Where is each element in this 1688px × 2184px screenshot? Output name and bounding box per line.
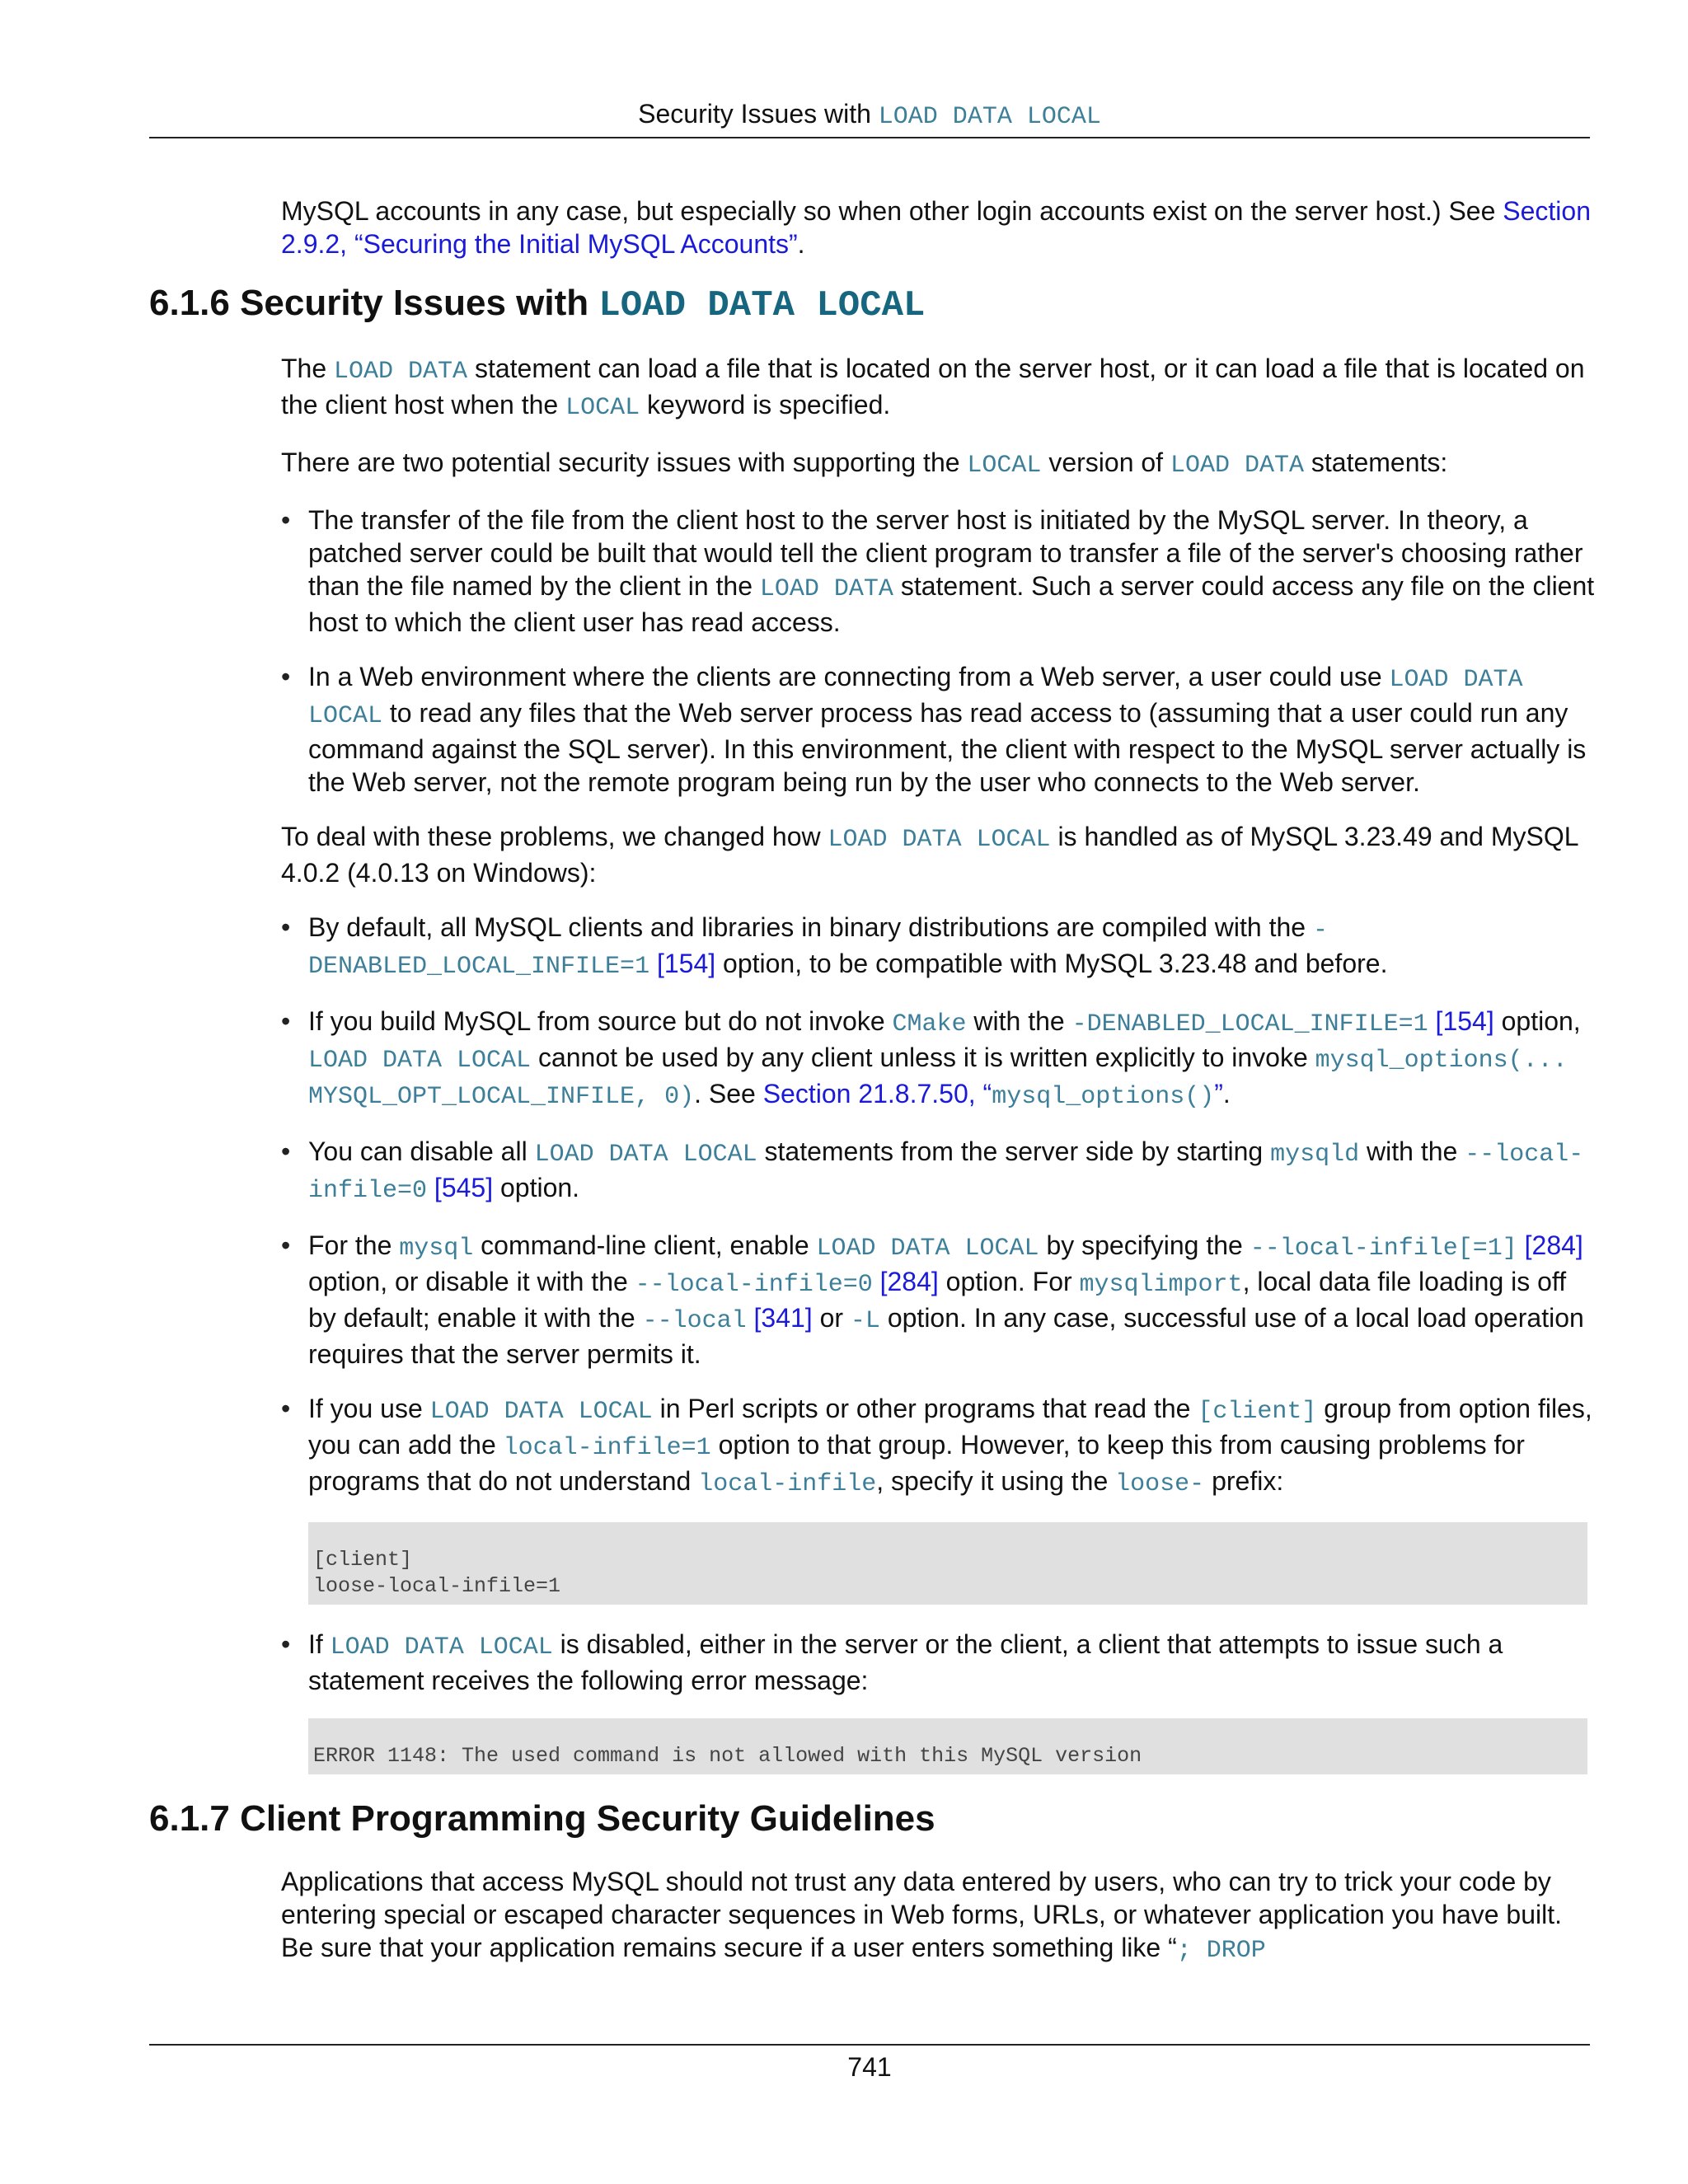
list-item: • If you use LOAD DATA LOCAL in Perl scripts or other programs that read the [client] group from option files, you can add the local-infile=1 option to that group. However, to keep this from causing problems for programs that do not understand local-infile, specify it using the loose- prefix: <box>281 1392 1596 1501</box>
section-617-body <box>281 1865 1596 1967</box>
list-item: • For the mysql command-line client, enable LOAD DATA LOCAL by specifying the --local-infile[=1] [284] option, or disable it with the --local-infile=0 [284] option. For mysqlimport, local data file loading is off by default; enable it with the --local [341] or -L option. In any case, successful use of a local load operation requires that the server permits it. <box>281 1229 1596 1371</box>
option-link[interactable]: --local-infile=0 <box>308 1141 1584 1205</box>
intro-block <box>281 194 1596 260</box>
fixes-list <box>281 911 1596 1501</box>
footer-rule <box>149 2044 1590 2046</box>
list-item: • If you build MySQL from source but do not invoke CMake with the -DENABLED_LOCAL_INFILE=1 [154] option, LOAD DATA LOCAL cannot be used by any client unless it is written explicitly to invoke mysql_options(... MYSQL_OPT_LOCAL_INFILE, 0). See Section 21.8.7.50, “mysql_options()”. <box>281 1005 1596 1113</box>
section-616-paragraph-1: The LOAD DATA statement can load a file that is located on the server host, or it can load a file that is located on the client host when the LOCAL keyword is specified. <box>281 354 1585 422</box>
list-item: • The transfer of the file from the client host to the server host is initiated by the MySQL server. In theory, a patched server could be built that would tell the client program to transfer a file of the server's choosing rather than the file named by the client in the LOAD DATA statement. Such a server could access any file on the client host to which the client user has read access. <box>281 504 1596 639</box>
page-ref-link[interactable]: [284] <box>872 1267 939 1296</box>
link-mysql-options-section[interactable]: Section 21.8.7.50, “mysql_options()” <box>762 1079 1223 1111</box>
section-616-body <box>281 352 1596 1774</box>
page-content <box>149 194 1596 1989</box>
code-block-client-config: [client] loose-local-infile=1 <box>308 1522 1587 1605</box>
page-ref-link[interactable]: [154] <box>649 949 716 978</box>
page-number: 741 <box>847 2052 892 2082</box>
list-item: • If LOAD DATA LOCAL is disabled, either in the server or the client, a client that attempts to issue such a statement receives the following error message: <box>281 1628 1596 1697</box>
section-616-paragraph-3: To deal with these problems, we changed how LOAD DATA LOCAL is handled as of MySQL 3.23.49 and MySQL 4.0.2 (4.0.13 on Windows): <box>281 822 1578 888</box>
running-header-code: LOAD DATA LOCAL <box>878 103 1101 131</box>
option-link[interactable]: -DENABLED_LOCAL_INFILE=1 <box>308 916 1328 981</box>
list-item: • You can disable all LOAD DATA LOCAL statements from the server side by starting mysqld with the --local-infile=0 [545] option. <box>281 1135 1596 1207</box>
code-block-error-message: ERROR 1148: The used command is not allowed with this MySQL version <box>308 1718 1587 1774</box>
option-link[interactable]: -DENABLED_LOCAL_INFILE=1 <box>1071 1010 1428 1038</box>
page-ref-link[interactable]: [341] <box>746 1303 813 1333</box>
intro-paragraph: MySQL accounts in any case, but especially so when other login accounts exist on the server host.) See Section 2.9.2, “Securing the Initial MySQL Accounts”. <box>281 196 1591 259</box>
option-link[interactable]: --local-infile[=1] <box>1250 1235 1517 1263</box>
list-item: • By default, all MySQL clients and libraries in binary distributions are compiled with the -DENABLED_LOCAL_INFILE=1 [154] option, to be compatible with MySQL 3.23.48 and before. <box>281 911 1596 983</box>
section-616-paragraph-2: There are two potential security issues with supporting the LOCAL version of LOAD DATA statements: <box>281 448 1448 480</box>
section-616-title: 6.1.6 Security Issues with LOAD DATA LOCAL <box>149 283 926 326</box>
option-link[interactable]: --local <box>642 1307 747 1335</box>
option-link[interactable]: --local-infile=0 <box>635 1271 873 1299</box>
link-securing-initial-accounts[interactable]: Section 2.9.2, “Securing the Initial MySQL Accounts” <box>281 196 1591 259</box>
option-link[interactable]: -L <box>850 1307 880 1335</box>
section-617-paragraph-1: Applications that access MySQL should not trust any data entered by users, who can try to trick your code by entering special or escaped character sequences in Web forms, URLs, or whatever application you have built. Be sure that your application remains secure if a user enters something like “; DROP <box>281 1867 1563 1965</box>
security-issues-list <box>281 504 1596 799</box>
header-rule <box>149 137 1590 138</box>
running-header: Security Issues with LOAD DATA LOCAL <box>638 99 1101 131</box>
page-ref-link[interactable]: [545] <box>427 1173 494 1202</box>
section-617-title: 6.1.7 Client Programming Security Guidelines <box>149 1798 935 1839</box>
page-ref-link[interactable]: [284] <box>1517 1230 1583 1260</box>
fixes-list-continued <box>281 1628 1596 1697</box>
list-item: • In a Web environment where the clients are connecting from a Web server, a user could use LOAD DATA LOCAL to read any files that the Web server process has read access to (assuming that a user could run any command against the SQL server). In this environment, the client with respect to the MySQL server actually is the Web server, not the remote program being run by the user who connects to the Web server. <box>281 660 1596 799</box>
page-ref-link[interactable]: [154] <box>1428 1006 1494 1036</box>
